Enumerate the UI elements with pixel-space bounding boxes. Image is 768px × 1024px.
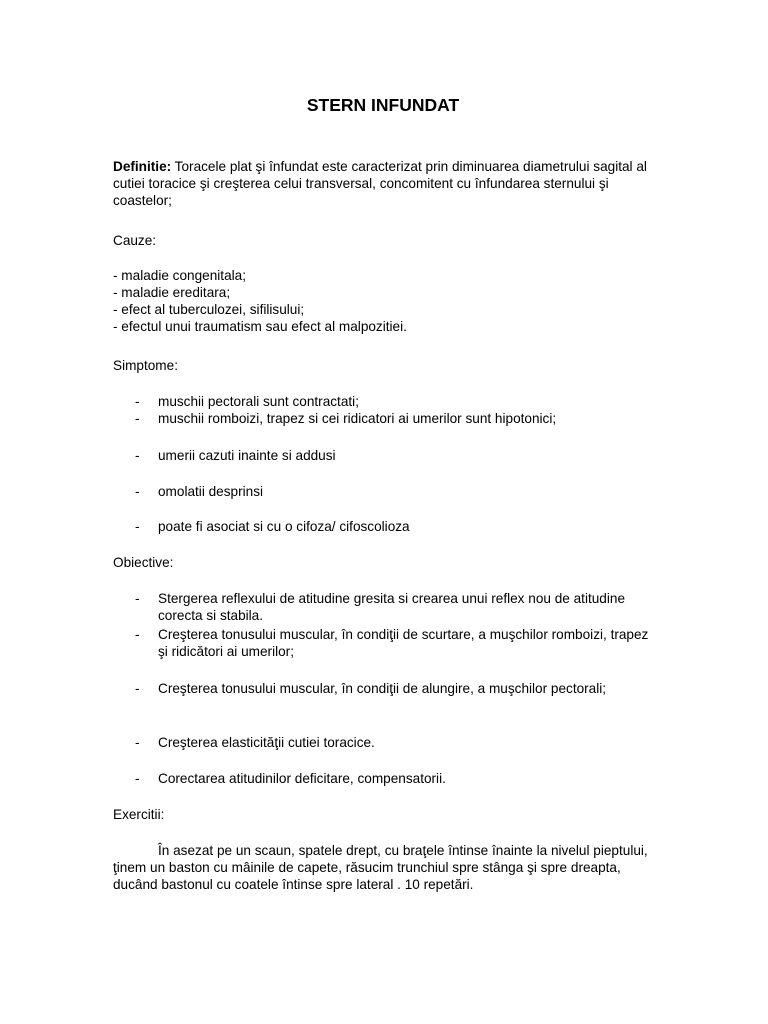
page-title: STERN INFUNDAT	[306, 95, 460, 115]
list-item-text: Creşterea tonusului muscular, în condiţii de alungire, a muşchilor pectorali;	[158, 681, 607, 696]
dash-marker: -	[135, 484, 140, 499]
list-item-text: Stergerea reflexului de atitudine gresita si crearea unui reflex nou de atitudine corecta si stabila.	[158, 591, 626, 623]
list-item-text: Creşterea tonusului muscular, în condiţii de scurtare, a muşchilor romboizi, trapez şi ridicători ai umerilor;	[158, 627, 649, 659]
list-item-text: poate fi asociat si cu o cifoza/ cifoscolioza	[158, 519, 410, 534]
dash-marker: -	[135, 771, 140, 786]
list-item-text: umerii cazuti inainte si addusi	[158, 448, 336, 463]
causes-list	[113, 267, 653, 335]
dash-marker: -	[135, 681, 140, 696]
list-item-text: muschii pectorali sunt contractati;	[158, 394, 359, 409]
definition-paragraph	[113, 158, 653, 209]
dash-marker: -	[135, 591, 140, 606]
definition-text: Toracele plat şi înfundat este caracterizat prin diminuarea diametrului sagital al cutiei toracice şi creşterea celui transversal, concomitent cu înfundarea sternului şi coastelor;	[113, 159, 647, 208]
exercises-paragraph: În asezat pe un scaun, spatele drept, cu braţele întinse înainte la nivelul pieptului, ţinem un baston cu mâinile de capete, răsucim trunchiul spre stânga şi spre dreapta, ducând bastonul cu coatele întinse spre lateral . 10 repetări.	[113, 843, 648, 892]
list-item: - maladie ereditara;	[113, 285, 231, 300]
list-item-text: muschii romboizi, trapez si cei ridicatori ai umerilor sunt hipotonici;	[158, 411, 557, 426]
causes-heading: Cauze:	[113, 233, 157, 248]
dash-marker: -	[135, 411, 140, 426]
list-item-text: Creşterea elasticităţii cutiei toracice.	[158, 735, 375, 750]
dash-marker: -	[135, 627, 140, 642]
list-item: - maladie congenitala;	[113, 268, 246, 283]
list-item: - efectul unui traumatism sau efect al malpozitiei.	[113, 319, 407, 334]
definition-label: Definitie:	[113, 159, 172, 174]
dash-marker: -	[135, 735, 140, 750]
list-item: - efect al tuberculozei, sifilisului;	[113, 302, 305, 317]
list-item-text: omolatii desprinsi	[158, 484, 264, 499]
dash-marker: -	[135, 448, 140, 463]
dash-marker: -	[135, 394, 140, 409]
list-item-text: Corectarea atitudinilor deficitare, compensatorii.	[158, 771, 446, 786]
objectives-heading: Obiective:	[113, 555, 174, 570]
symptoms-heading: Simptome:	[113, 358, 178, 373]
exercises-heading: Exercitii:	[113, 807, 165, 822]
dash-marker: -	[135, 519, 140, 534]
